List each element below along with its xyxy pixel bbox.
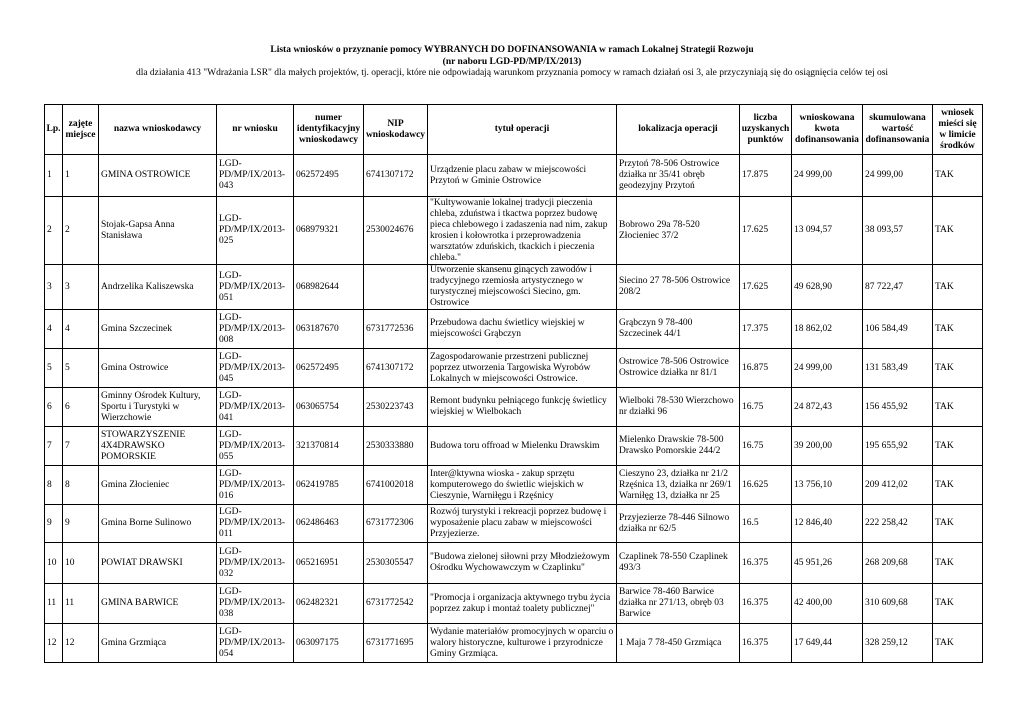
column-header: Lp. (45, 105, 63, 155)
operation-title: Budowa toru offroad w Mielenku Drawskim (428, 427, 617, 466)
requested-amount: 45 951,26 (792, 543, 863, 584)
operation-location: Wielboki 78-530 Wierzchowo nr działki 96 (617, 388, 740, 427)
cumulative-amount: 106 584,49 (863, 310, 933, 349)
column-header: NIP wnioskodawcy (364, 105, 428, 155)
operation-title: Remont budynku pełniącego funkcję świetlicy wiejskiej w Wielbokach (428, 388, 617, 427)
table-row (45, 265, 983, 310)
requested-amount: 39 200,00 (792, 427, 863, 466)
applicant-name: Gmina Złocieniec (99, 466, 217, 505)
column-header: wniosek mieści się w limicie środków (933, 105, 983, 155)
operation-title: "Promocja i organizacja aktywnego trybu życia poprzez zakup i montaż toalety publicznej" (428, 584, 617, 624)
nip-cell: 2530305547 (364, 543, 428, 584)
identification-number: 062572495 (294, 349, 364, 388)
row-number: 10 (45, 543, 63, 584)
requested-amount: 24 999,00 (792, 349, 863, 388)
table-row (45, 543, 983, 584)
applicant-name: Gmina Ostrowice (99, 349, 217, 388)
identification-number: 062419785 (294, 466, 364, 505)
application-number: LGD-PD/MP/IX/2013-032 (217, 543, 294, 584)
column-header: liczba uzyskanych punktów (740, 105, 792, 155)
operation-title: Inter@ktywna wioska - zakup sprzętu komputerowego do świetlic wiejskich w Cieszynie, Warniłęgu i Rzęśnicy (428, 466, 617, 505)
operation-title: Wydanie materiałów promocyjnych w oparciu o walory historyczne, kulturowe i przyrodnicze Gminy Grzmiąca. (428, 624, 617, 663)
points-cell: 17.875 (740, 155, 792, 197)
row-number: 6 (45, 388, 63, 427)
cumulative-amount: 156 455,92 (863, 388, 933, 427)
table-row (45, 505, 983, 543)
row-number: 1 (45, 155, 63, 197)
identification-number: 065216951 (294, 543, 364, 584)
column-header: nazwa wnioskodawcy (99, 105, 217, 155)
row-number: 2 (45, 197, 63, 265)
table-row (45, 624, 983, 663)
table-header-row (45, 105, 983, 155)
application-number: LGD-PD/MP/IX/2013-038 (217, 584, 294, 624)
operation-title: "Kultywowanie lokalnej tradycji pieczenia chleba, zduństwa i tkactwa poprzez budowę pieca chlebowego i zadaszenia nad nim, zakup krosien i kołowrotka i przeprowadzenia warsztatów zduńskich, tkackich i pieczenia chleba." (428, 197, 617, 265)
requested-amount: 12 846,40 (792, 505, 863, 543)
column-header: lokalizacja operacji (617, 105, 740, 155)
identification-number: 068979321 (294, 197, 364, 265)
cumulative-amount: 24 999,00 (863, 155, 933, 197)
applicant-name: STOWARZYSZENIE 4X4DRAWSKO POMORSKIE (99, 427, 217, 466)
within-limit-cell: TAK (933, 155, 983, 197)
points-cell: 17.625 (740, 197, 792, 265)
column-header: zajęte miejsce (63, 105, 99, 155)
operation-location: Siecino 27 78-506 Ostrowice 208/2 (617, 265, 740, 310)
column-header: wnioskowana kwota dofinansowania (792, 105, 863, 155)
within-limit-cell: TAK (933, 310, 983, 349)
points-cell: 16.5 (740, 505, 792, 543)
identification-number: 062572495 (294, 155, 364, 197)
points-cell: 16.375 (740, 543, 792, 584)
requested-amount: 17 649,44 (792, 624, 863, 663)
identification-number: 063097175 (294, 624, 364, 663)
applicant-name: Andrzelika Kaliszewska (99, 265, 217, 310)
application-number: LGD-PD/MP/IX/2013-045 (217, 349, 294, 388)
identification-number: 063187670 (294, 310, 364, 349)
row-number: 3 (45, 265, 63, 310)
operation-location: Mielenko Drawskie 78-500 Drawsko Pomorskie 244/2 (617, 427, 740, 466)
within-limit-cell: TAK (933, 543, 983, 584)
operation-title: Przebudowa dachu świetlicy wiejskiej w miejscowości Grąbczyn (428, 310, 617, 349)
identification-number: 321370814 (294, 427, 364, 466)
nip-cell: 6731772542 (364, 584, 428, 624)
document-title: Lista wniosków o przyznanie pomocy WYBRANYCH DO DOFINANSOWANIA w ramach Lokalnej Strategii Rozwoju (270, 45, 754, 55)
identification-number: 062486463 (294, 505, 364, 543)
within-limit-cell: TAK (933, 584, 983, 624)
points-cell: 16.75 (740, 388, 792, 427)
within-limit-cell: TAK (933, 505, 983, 543)
table-row (45, 349, 983, 388)
application-number: LGD-PD/MP/IX/2013-008 (217, 310, 294, 349)
application-number: LGD-PD/MP/IX/2013-016 (217, 466, 294, 505)
application-number: LGD-PD/MP/IX/2013-041 (217, 388, 294, 427)
operation-location: Przytoń 78-506 Ostrowice działka nr 35/41 obręb geodezyjny Przytoń (617, 155, 740, 197)
rank-cell: 5 (63, 349, 99, 388)
cumulative-amount: 268 209,68 (863, 543, 933, 584)
applicant-name: Gmina Szczecinek (99, 310, 217, 349)
operation-title: Rozwój turystyki i rekreacji poprzez budowę i wyposażenie placu zabaw w miejscowości Przyjezierze. (428, 505, 617, 543)
document-description: dla działania 413 "Wdrażania LSR" dla małych projektów, tj. operacji, które nie odpowiadają warunkom przyznania pomocy w ramach działań osi 3, ale przyczyniają się do osiągnięcia celów tej osi (135, 68, 889, 78)
column-header: tytuł operacji (428, 105, 617, 155)
rank-cell: 12 (63, 624, 99, 663)
cumulative-amount: 209 412,02 (863, 466, 933, 505)
operation-location: Przyjezierze 78-446 Silnowo działka nr 62/5 (617, 505, 740, 543)
operation-title: "Budowa zielonej siłowni przy Młodzieżowym Ośrodku Wychowawczym w Czaplinku" (428, 543, 617, 584)
operation-location: Barwice 78-460 Barwice działka nr 271/13, obręb 03 Barwice (617, 584, 740, 624)
applicant-name: POWIAT DRAWSKI (99, 543, 217, 584)
column-header: nr wniosku (217, 105, 294, 155)
row-number: 11 (45, 584, 63, 624)
applicant-name: Stojak-Gapsa Anna Stanisława (99, 197, 217, 265)
nip-cell: 2530024676 (364, 197, 428, 265)
within-limit-cell: TAK (933, 388, 983, 427)
applicant-name: GMINA BARWICE (99, 584, 217, 624)
within-limit-cell: TAK (933, 624, 983, 663)
application-number: LGD-PD/MP/IX/2013-011 (217, 505, 294, 543)
nip-cell: 6731772536 (364, 310, 428, 349)
application-number: LGD-PD/MP/IX/2013-025 (217, 197, 294, 265)
operation-title: Zagospodarowanie przestrzeni publicznej poprzez utworzenia Targowiska Wyrobów Lokalnych w miejscowości Ostrowice. (428, 349, 617, 388)
nip-cell: 6741307172 (364, 155, 428, 197)
points-cell: 16.375 (740, 584, 792, 624)
column-header: numer identyfikacyjny wnioskodawcy (294, 105, 364, 155)
table-row (45, 427, 983, 466)
requested-amount: 49 628,90 (792, 265, 863, 310)
nip-cell: 6731772306 (364, 505, 428, 543)
operation-location: 1 Maja 7 78-450 Grzmiąca (617, 624, 740, 663)
application-number: LGD-PD/MP/IX/2013-051 (217, 265, 294, 310)
requested-amount: 18 862,02 (792, 310, 863, 349)
application-number: LGD-PD/MP/IX/2013-055 (217, 427, 294, 466)
application-number: LGD-PD/MP/IX/2013-054 (217, 624, 294, 663)
cumulative-amount: 38 093,57 (863, 197, 933, 265)
requested-amount: 24 999,00 (792, 155, 863, 197)
points-cell: 16.75 (740, 427, 792, 466)
within-limit-cell: TAK (933, 427, 983, 466)
rank-cell: 7 (63, 427, 99, 466)
rank-cell: 6 (63, 388, 99, 427)
cumulative-amount: 195 655,92 (863, 427, 933, 466)
operation-location: Cieszyno 23, działka nr 21/2 Rzęśnica 13, działka nr 269/1 Warniłęg 13, działka nr 25 (617, 466, 740, 505)
row-number: 9 (45, 505, 63, 543)
cumulative-amount: 310 609,68 (863, 584, 933, 624)
nip-cell: 6741002018 (364, 466, 428, 505)
nip-cell (364, 265, 428, 310)
table-row (45, 310, 983, 349)
rank-cell: 9 (63, 505, 99, 543)
rank-cell: 10 (63, 543, 99, 584)
rank-cell: 11 (63, 584, 99, 624)
cumulative-amount: 87 722,47 (863, 265, 933, 310)
points-cell: 17.625 (740, 265, 792, 310)
row-number: 7 (45, 427, 63, 466)
applicant-name: Gminny Ośrodek Kultury, Sportu i Turystyki w Wierzchowie (99, 388, 217, 427)
identification-number: 068982644 (294, 265, 364, 310)
applicant-name: Gmina Borne Sulinowo (99, 505, 217, 543)
points-cell: 17.375 (740, 310, 792, 349)
operation-location: Bobrowo 29a 78-520 Złocieniec 37/2 (617, 197, 740, 265)
rank-cell: 4 (63, 310, 99, 349)
points-cell: 16.375 (740, 624, 792, 663)
row-number: 5 (45, 349, 63, 388)
cumulative-amount: 131 583,49 (863, 349, 933, 388)
rank-cell: 1 (63, 155, 99, 197)
cumulative-amount: 222 258,42 (863, 505, 933, 543)
cumulative-amount: 328 259,12 (863, 624, 933, 663)
identification-number: 062482321 (294, 584, 364, 624)
operation-title: Urządzenie placu zabaw w miejscowości Przytoń w Gminie Ostrowice (428, 155, 617, 197)
operation-location: Ostrowice 78-506 Ostrowice Ostrowice działka nr 81/1 (617, 349, 740, 388)
within-limit-cell: TAK (933, 466, 983, 505)
column-header: skumulowana wartość dofinansowania (863, 105, 933, 155)
requested-amount: 13 756,10 (792, 466, 863, 505)
identification-number: 063065754 (294, 388, 364, 427)
requested-amount: 24 872,43 (792, 388, 863, 427)
applicant-name: GMINA OSTROWICE (99, 155, 217, 197)
document-subtitle: (nr naboru LGD-PD/MP/IX/2013) (442, 57, 582, 67)
table-row (45, 155, 983, 197)
row-number: 4 (45, 310, 63, 349)
applications-table (44, 104, 983, 663)
rank-cell: 2 (63, 197, 99, 265)
rank-cell: 3 (63, 265, 99, 310)
requested-amount: 42 400,00 (792, 584, 863, 624)
within-limit-cell: TAK (933, 197, 983, 265)
application-number: LGD-PD/MP/IX/2013-043 (217, 155, 294, 197)
nip-cell: 2530333880 (364, 427, 428, 466)
operation-title: Utworzenie skansenu ginących zawodów i tradycyjnego rzemiosła artystycznego w turystycznej miejscowości Siecino, gm. Ostrowice (428, 265, 617, 310)
table-row (45, 197, 983, 265)
nip-cell: 2530223743 (364, 388, 428, 427)
operation-location: Grąbczyn 9 78-400 Szczecinek 44/1 (617, 310, 740, 349)
row-number: 12 (45, 624, 63, 663)
within-limit-cell: TAK (933, 349, 983, 388)
points-cell: 16.625 (740, 466, 792, 505)
table-row (45, 584, 983, 624)
nip-cell: 6741307172 (364, 349, 428, 388)
applicant-name: Gmina Grzmiąca (99, 624, 217, 663)
within-limit-cell: TAK (933, 265, 983, 310)
nip-cell: 6731771695 (364, 624, 428, 663)
rank-cell: 8 (63, 466, 99, 505)
points-cell: 16.875 (740, 349, 792, 388)
operation-location: Czaplinek 78-550 Czaplinek 493/3 (617, 543, 740, 584)
requested-amount: 13 094,57 (792, 197, 863, 265)
table-row (45, 466, 983, 505)
table-row (45, 388, 983, 427)
row-number: 8 (45, 466, 63, 505)
